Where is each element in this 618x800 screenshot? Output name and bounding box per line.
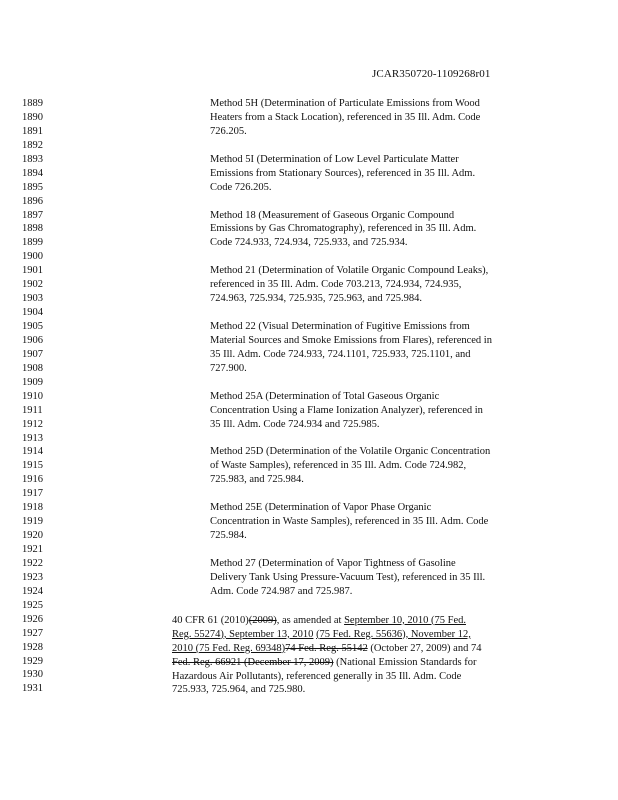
method-line: 35 Ill. Adm. Code 724.934 and 725.985.	[210, 418, 380, 430]
line-number: 1902	[22, 279, 43, 291]
line-number: 1920	[22, 530, 43, 542]
line-number: 1894	[22, 167, 43, 179]
line-number: 1914	[22, 446, 43, 458]
method-line	[210, 432, 492, 446]
line-number: 1927	[22, 627, 43, 639]
cfr-text: , as amended at	[276, 614, 345, 626]
cfr-line	[172, 642, 481, 656]
method-line: 724.963, 725.934, 725.935, 725.963, and 725.984.	[210, 293, 423, 305]
line-number: 1897	[22, 209, 43, 221]
method-line: Material Sources and Smoke Emissions from Flares), referenced in	[210, 334, 492, 346]
line-number: 1915	[22, 460, 43, 472]
method-line: Code 724.933, 724.934, 725.933, and 725.934.	[210, 237, 408, 249]
method-line	[210, 139, 492, 153]
line-number: 1890	[22, 111, 43, 123]
inserted-text: 2010 (75 Fed. Reg. 69348)	[172, 642, 286, 654]
method-line	[210, 306, 492, 320]
line-number: 1904	[22, 307, 43, 319]
cfr-paragraph	[172, 614, 481, 698]
method-line: Method 5I (Determination of Low Level Particulate Matter	[210, 153, 459, 165]
cfr-text: 40 CFR 61 (2010)	[172, 614, 249, 626]
line-number: 1925	[22, 599, 43, 611]
line-number-column	[22, 97, 43, 696]
method-line: Emissions from Stationary Sources), referenced in 35 Ill. Adm.	[210, 167, 476, 179]
method-line: Method 22 (Visual Determination of Fugitive Emissions from	[210, 321, 470, 332]
method-line: Method 25E (Determination of Vapor Phase Organic	[210, 502, 432, 514]
line-number: 1912	[22, 418, 43, 430]
cfr-line: Hazardous Air Pollutants), referenced generally in 35 Ill. Adm. Code	[172, 670, 462, 682]
inserted-text: (75 Fed. Reg. 55636), November 12,	[316, 628, 471, 640]
method-line: 726.205.	[210, 125, 247, 137]
line-number: 1913	[22, 432, 43, 444]
method-line: Method 25D (Determination of the Volatile Organic Concentration	[210, 446, 491, 458]
method-line: Concentration in Waste Samples), referenced in 35 Ill. Adm. Code	[210, 516, 489, 528]
line-number: 1896	[22, 195, 43, 207]
line-number: 1906	[22, 334, 43, 346]
method-line: Concentration Using a Flame Ionization Analyzer), referenced in	[210, 404, 483, 416]
method-line: Method 18 (Measurement of Gaseous Organic Compound	[210, 209, 455, 221]
cfr-text: (National Emission Standards for	[333, 656, 477, 668]
line-number: 1908	[22, 362, 43, 374]
method-line: 727.900.	[210, 362, 247, 374]
deleted-text: 74 Fed. Reg. 55142	[285, 642, 368, 654]
inserted-text: September 10, 2010 (75 Fed.	[344, 614, 466, 626]
method-line: Heaters from a Stack Location), referenced in 35 Ill. Adm. Code	[210, 111, 481, 123]
line-number: 1930	[22, 669, 43, 681]
method-line	[210, 250, 492, 264]
deleted-text: Fed. Reg. 66921 (December 17, 2009)	[172, 656, 334, 668]
line-number: 1918	[22, 502, 43, 514]
line-number: 1931	[22, 683, 43, 695]
method-line	[210, 195, 492, 209]
method-line: Method 5H (Determination of Particulate Emissions from Wood	[210, 98, 480, 109]
cfr-text: (October 27, 2009) and 74	[367, 642, 482, 654]
method-list	[210, 97, 492, 599]
cfr-line	[172, 628, 481, 642]
deleted-text: (2009)	[248, 614, 277, 626]
method-line: of Waste Samples), referenced in 35 Ill. Adm. Code 724.982,	[210, 460, 467, 472]
method-line: Delivery Tank Using Pressure-Vacuum Test), referenced in 35 Ill.	[210, 571, 486, 583]
line-number: 1899	[22, 237, 43, 249]
inserted-text: Reg. 55274), September 13, 2010	[172, 628, 314, 640]
line-number: 1891	[22, 125, 43, 137]
method-line	[210, 543, 492, 557]
method-line: Method 25A (Determination of Total Gaseous Organic	[210, 390, 440, 402]
line-number: 1898	[22, 223, 43, 235]
line-number: 1928	[22, 641, 43, 653]
method-line: 725.984.	[210, 530, 247, 542]
line-number: 1901	[22, 265, 43, 277]
method-line: 725.983, and 725.984.	[210, 474, 304, 486]
method-line: 35 Ill. Adm. Code 724.933, 724.1101, 725.933, 725.1101, and	[210, 348, 471, 360]
line-number: 1916	[22, 474, 43, 486]
method-line: Method 27 (Determination of Vapor Tightness of Gasoline	[210, 557, 456, 569]
method-line: Method 21 (Determination of Volatile Organic Compound Leaks),	[210, 265, 489, 277]
line-number: 1922	[22, 557, 43, 569]
method-line: Emissions by Gas Chromatography), referenced in 35 Ill. Adm.	[210, 223, 477, 235]
cfr-line	[172, 614, 481, 628]
line-number: 1903	[22, 293, 43, 305]
method-line	[210, 487, 492, 501]
cfr-line: 725.933, 725.964, and 725.980.	[172, 684, 306, 696]
line-number: 1929	[22, 655, 43, 667]
line-number: 1910	[22, 390, 43, 402]
line-number: 1889	[22, 98, 43, 109]
line-number: 1921	[22, 544, 43, 555]
method-line	[210, 376, 492, 390]
cfr-line	[172, 656, 481, 670]
line-number: 1895	[22, 181, 43, 193]
document-id: JCAR350720-1109268r01	[372, 68, 491, 80]
line-number: 1905	[22, 321, 43, 332]
method-line: referenced in 35 Ill. Adm. Code 703.213, 724.934, 724.935,	[210, 279, 462, 291]
line-number: 1923	[22, 571, 43, 583]
line-number: 1907	[22, 348, 43, 360]
line-number: 1892	[22, 139, 43, 151]
line-number: 1924	[22, 585, 43, 597]
method-line: Code 726.205.	[210, 181, 272, 193]
line-number: 1911	[22, 404, 43, 416]
line-number: 1926	[22, 613, 43, 625]
line-number: 1917	[22, 488, 43, 500]
method-line: Adm. Code 724.987 and 725.987.	[210, 585, 353, 597]
line-number: 1909	[22, 376, 43, 388]
line-number: 1893	[22, 153, 43, 165]
line-number: 1900	[22, 251, 43, 263]
line-number: 1919	[22, 516, 43, 528]
